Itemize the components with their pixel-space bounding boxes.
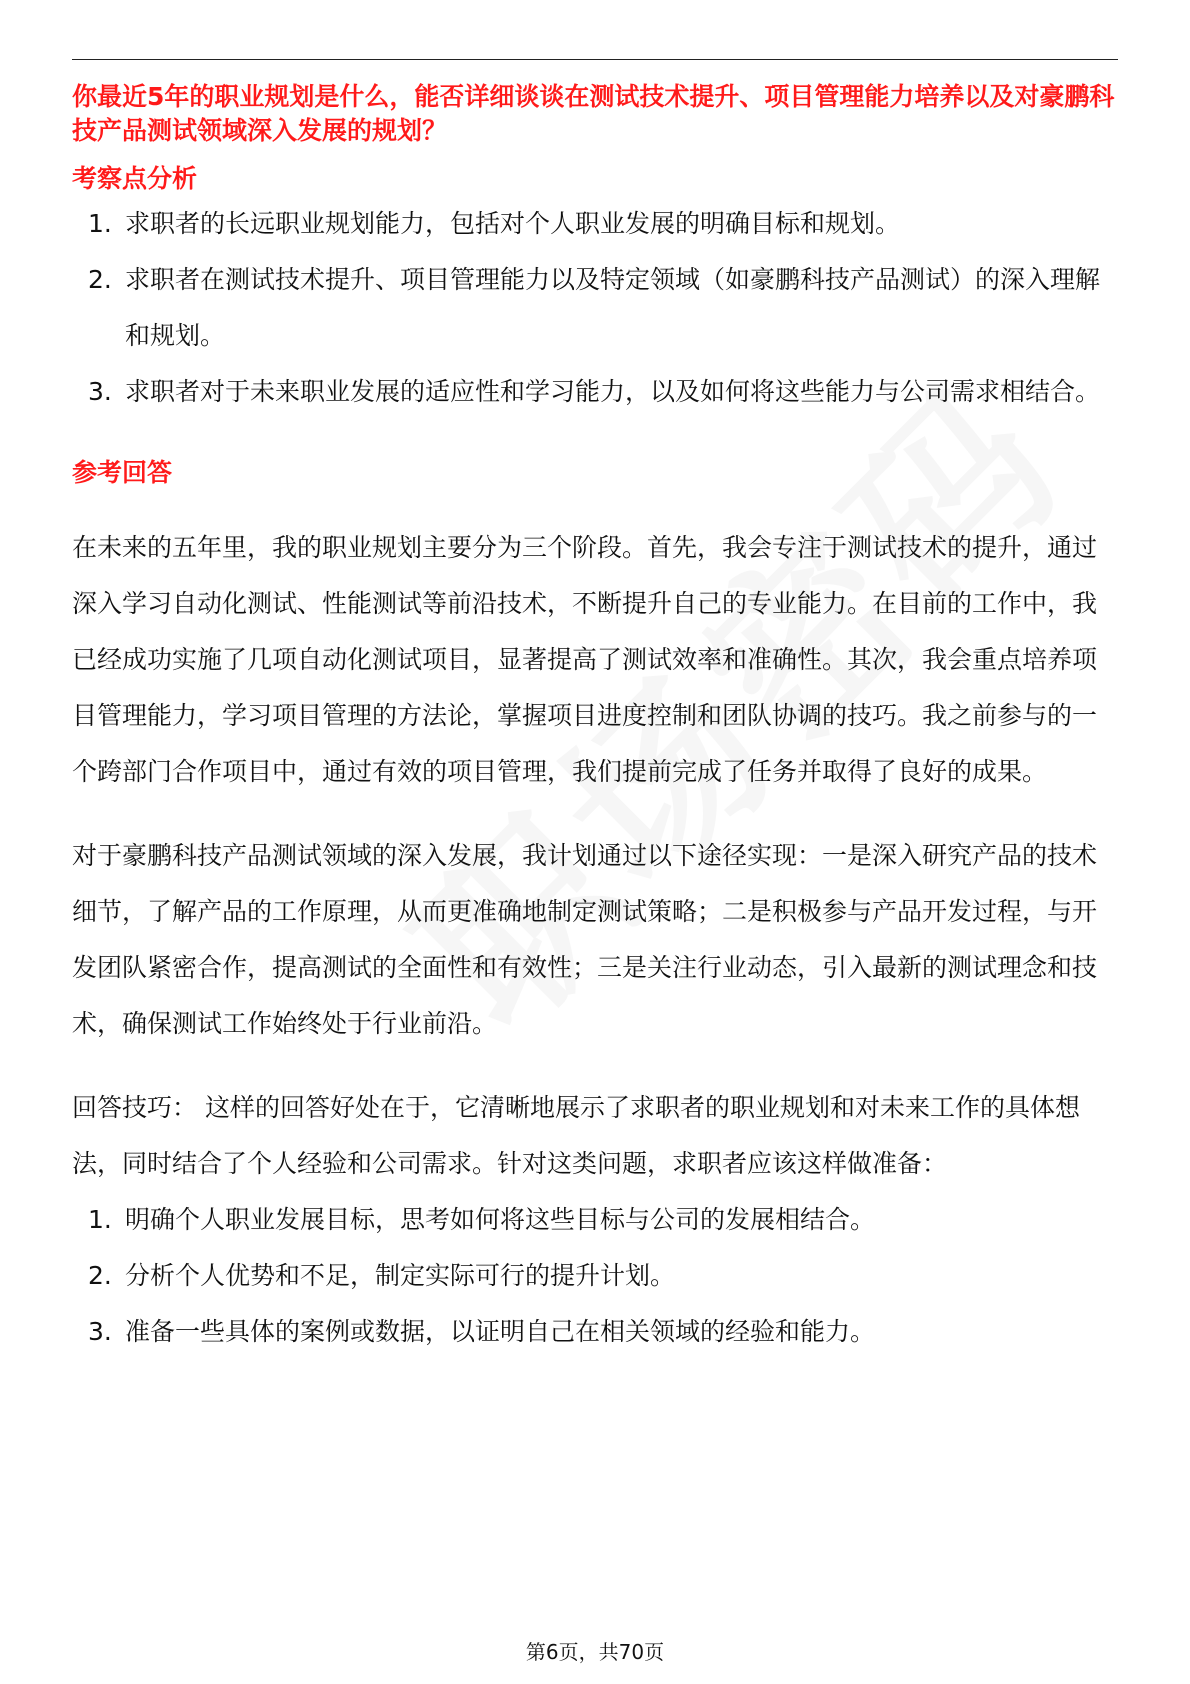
answer-paragraph: 在未来的五年里，我的职业规划主要分为三个阶段。首先，我会专注于测试技术的提升，通过深入学习自动化测试、性能测试等前沿技术，不断提升自己的专业能力。在目前的工作中，我已经成功实施了几项自动化测试项目，显著提高了测试效率和准确性。其次，我会重点培养项目管理能力，学习项目管理的方法论，掌握项目进度控制和团队协调的技巧。我之前参与的一个跨部门合作项目中，通过有效的项目管理，我们提前完成了任务并取得了良好的成果。 [72,533,1098,786]
list-item-text: 明确个人职业发展目标，思考如何将这些目标与公司的发展相结合。 [125,1205,876,1234]
list-item-text: 分析个人优势和不足，制定实际可行的提升计划。 [125,1261,676,1290]
list-number: 3. [88,377,112,406]
question-title: 你最近5年的职业规划是什么，能否详细谈谈在测试技术提升、项目管理能力培养以及对豪鹏科技产品测试领域深入发展的规划？ [72,82,1115,145]
page-number: 第6页，共70页 [525,1640,665,1664]
prep-item [72,1248,1118,1304]
list-item-text: 求职者对于未来职业发展的适应性和学习能力，以及如何将这些能力与公司需求相结合。 [125,377,1101,406]
list-number: 1. [88,1205,112,1234]
answer-paragraph: 对于豪鹏科技产品测试领域的深入发展，我计划通过以下途径实现：一是深入研究产品的技术细节，了解产品的工作原理，从而更准确地制定测试策略；二是积极参与产品开发过程，与开发团队紧密合作，提高测试的全面性和有效性；三是关注行业动态，引入最新的测试理念和技术，确保测试工作始终处于行业前沿。 [72,841,1098,1038]
top-rule [72,59,1118,60]
prep-item [72,1192,1118,1248]
list-item-text: 准备一些具体的案例或数据，以证明自己在相关领域的经验和能力。 [125,1317,876,1346]
analysis-heading: 考察点分析 [72,164,198,193]
prep-list [72,1192,1118,1360]
answer-heading: 参考回答 [72,458,173,487]
list-item-text: 求职者的长远职业规划能力，包括对个人职业发展的明确目标和规划。 [125,209,901,238]
list-number: 2. [88,265,112,294]
list-number: 3. [88,1317,112,1346]
answer-tips: 回答技巧： 这样的回答好处在于，它清晰地展示了求职者的职业规划和对未来工作的具体想法，同时结合了个人经验和公司需求。针对这类问题，求职者应该这样做准备： [72,1093,1080,1178]
list-number: 1. [88,209,112,238]
list-number: 2. [88,1261,112,1290]
document-body [72,80,1118,1360]
analysis-item [72,364,1118,420]
analysis-list [72,196,1118,420]
analysis-item [72,196,1118,252]
prep-item [72,1304,1118,1360]
list-item-text: 求职者在测试技术提升、项目管理能力以及特定领域（如豪鹏科技产品测试）的深入理解和规划。 [125,265,1101,350]
analysis-item [72,252,1118,364]
